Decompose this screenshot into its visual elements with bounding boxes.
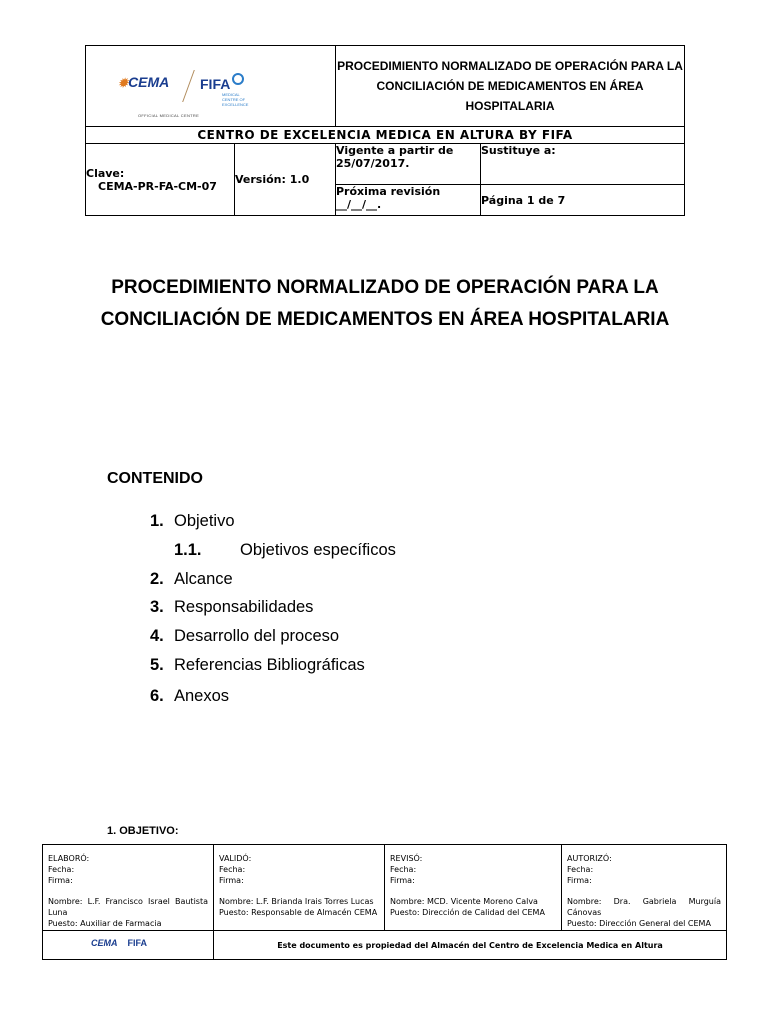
- signature-reviso: REVISÓ: Fecha: Firma: Nombre: MCD. Vicente Moreno Calva Puesto: Dirección de Calidad del CEMA: [385, 845, 562, 931]
- footer-cema-fifa-logo: CEMA FIFA: [91, 938, 147, 948]
- toc-item: 4. Desarrollo del proceso: [150, 627, 340, 645]
- toc-item: 3. Responsabilidades: [150, 598, 314, 616]
- fifa-subtitle: MEDICAL CENTRE OF EXCELLENCE: [222, 92, 249, 107]
- version-cell: Versión: 1.0: [235, 144, 336, 216]
- contents-heading: CONTENIDO: [107, 470, 203, 487]
- toc-item: 6. Anexos: [150, 687, 230, 705]
- header-centro: CENTRO DE EXCELENCIA MEDICA EN ALTURA BY FIFA: [86, 127, 685, 144]
- signature-autorizo: AUTORIZÓ: Fecha: Firma: Nombre: Dra. Gabriela Murguía Cánovas Puesto: Dirección General del CEMA: [562, 845, 727, 931]
- clave-value: CEMA-PR-FA-CM-07: [98, 179, 217, 193]
- signature-elaboro: ELABORÓ: Fecha: Firma: Nombre: L.F. Francisco Israel Bautista Luna Puesto: Auxiliar de Farmacia: [43, 845, 214, 931]
- clave-cell: [86, 144, 235, 216]
- signature-valido: VALIDÓ: Fecha: Firma: Nombre: L.F. Brianda Irais Torres Lucas Puesto: Responsable de Almacén CEMA: [214, 845, 385, 931]
- toc-item: 1.1. Objetivos específicos: [174, 541, 396, 559]
- cema-logo: ✹CEMA: [118, 74, 170, 90]
- toc-item: 1. Objetivo: [150, 512, 235, 530]
- pagina-cell: Página 1 de 7: [481, 185, 685, 216]
- footer-ownership-note: Este documento es propiedad del Almacén del Centro de Excelencia Medica en Altura: [214, 931, 727, 960]
- cema-fifa-logo: [118, 70, 258, 120]
- document-title: PROCEDIMIENTO NORMALIZADO DE OPERACIÓN PARA LA CONCILIACIÓN DE MEDICAMENTOS EN ÁREA HOSPITALARIA: [100, 277, 670, 330]
- vigente-cell: Vigente a partir de 25/07/2017.: [336, 144, 481, 185]
- header-logo-cell: [86, 46, 336, 127]
- logo-divider: [182, 70, 195, 102]
- toc-item: 5. Referencias Bibliográficas: [150, 656, 365, 674]
- proxima-revision-cell: Próxima revisión __/__/__.: [336, 185, 481, 216]
- official-centre-label: OFFICIAL MEDICAL CENTRE: [138, 113, 200, 118]
- signature-footer-table: [42, 844, 727, 960]
- header-doc-title: PROCEDIMIENTO NORMALIZADO DE OPERACIÓN PARA LA CONCILIACIÓN DE MEDICAMENTOS EN ÁREA HOSPITALARIA: [336, 46, 685, 127]
- section-heading-objetivo: 1. OBJETIVO:: [107, 825, 179, 837]
- sustituye-cell: Sustituye a:: [481, 144, 685, 185]
- clave-label: Clave:: [86, 166, 125, 180]
- document-header-table: [85, 45, 685, 216]
- fifa-logo: FIFA: [200, 73, 244, 92]
- fifa-ring-icon: [232, 73, 244, 85]
- toc-item: 2. Alcance: [150, 570, 233, 588]
- footer-logo-cell: [43, 931, 214, 960]
